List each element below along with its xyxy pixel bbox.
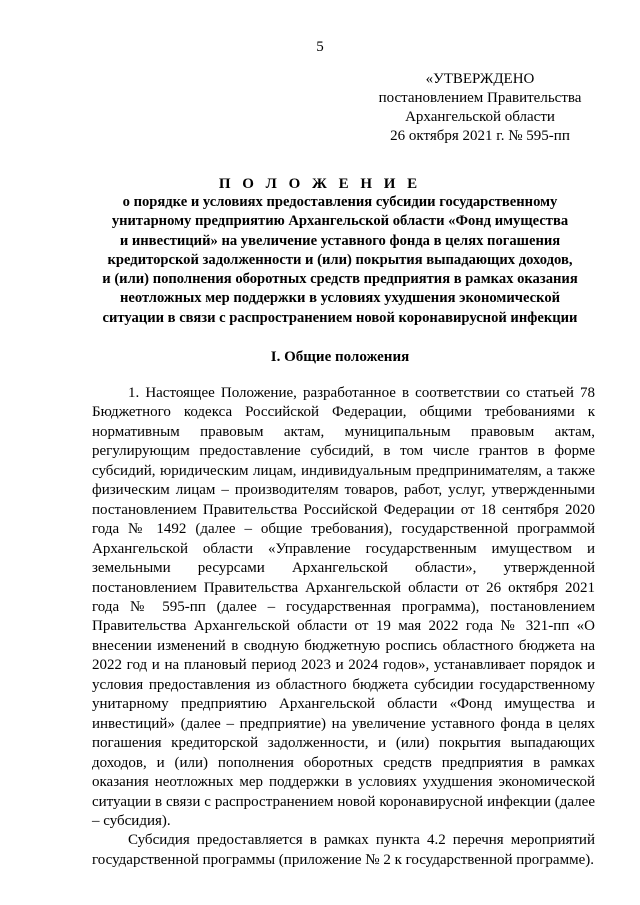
approval-line: Архангельской области	[405, 109, 555, 125]
body-text	[92, 384, 595, 870]
subtitle-line: ситуации в связи с распространением новой коронавирусной инфекции	[102, 309, 578, 326]
subtitle-line: и (или) пополнения оборотных средств предприятия в рамках оказания	[102, 271, 578, 288]
subtitle-line: неотложных мер поддержки в условиях ухудшения экономической	[119, 290, 561, 307]
subtitle-line: кредиторской задолженности и (или) покрытия выпадающих доходов,	[107, 251, 573, 268]
paragraph: Субсидия предоставляется в рамках пункта 4.2 перечня мероприятий государственной программы (приложение № 2 к государственной программе).	[92, 832, 595, 868]
subtitle-line: унитарному предприятию Архангельской области «Фонд имущества	[111, 213, 569, 230]
approval-line: 26 октября 2021 г. № 595-пп	[390, 128, 570, 144]
approval-line: постановлением Правительства	[378, 90, 582, 106]
subtitle-line: о порядке и условиях предоставления субсидии государственному	[122, 194, 558, 210]
approval-line: «УТВЕРЖДЕНО	[425, 71, 535, 87]
subtitle-line: и инвестиций» на увеличение уставного фонда в целях погашения	[119, 232, 561, 249]
page-number: 5	[316, 39, 324, 55]
document-subtitle	[90, 193, 590, 328]
document-title: П О Л О Ж Е Н И Е	[218, 176, 422, 192]
paragraph: 1. Настоящее Положение, разработанное в соответствии со статьей 78 Бюджетного кодекса Российской Федерации, общими требованиями к нормативным правовым актам, муниципальным правовым актам, регулирующим предоставление субсидий, в том числе грантов в форме субсидий, юридическим лицам, индивидуальным предпринимателям, а также физическим лицам – производителям товаров, работ, услуг, утвержденными постановлением Правительства Российской Федерации от 18 сентября 2020 года № 1492 (далее – общие требования), государственной программой Архангельской области «Управление государственным имуществом и земельными ресурсами Архангельской области», утвержденной постановлением Правительства Архангельской области от 26 октября 2021 года № 595-пп (далее – государственная программа), постановлением Правительства Архангельской области от 19 мая 2022 года № 321-пп «О внесении изменений в сводную бюджетную роспись областного бюджета на 2022 год и на плановый период 2023 и 2024 годов», устанавливает порядок и условия предоставления из областного бюджета субсидии государственному унитарному предприятию Архангельской области «Фонд имущества и инвестиций» (далее – предприятие) на увеличение уставного фонда в целях погашения кредиторской задолженности, и (или) покрытия выпадающих доходов, и (или) пополнения оборотных средств предприятия в рамках оказания неотложных мер поддержки в условиях ухудшения экономической ситуации в связи с распространением новой коронавирусной инфекции (далее – субсидия).	[92, 385, 595, 829]
section-heading: I. Общие положения	[270, 349, 410, 365]
approval-stamp	[340, 70, 620, 146]
